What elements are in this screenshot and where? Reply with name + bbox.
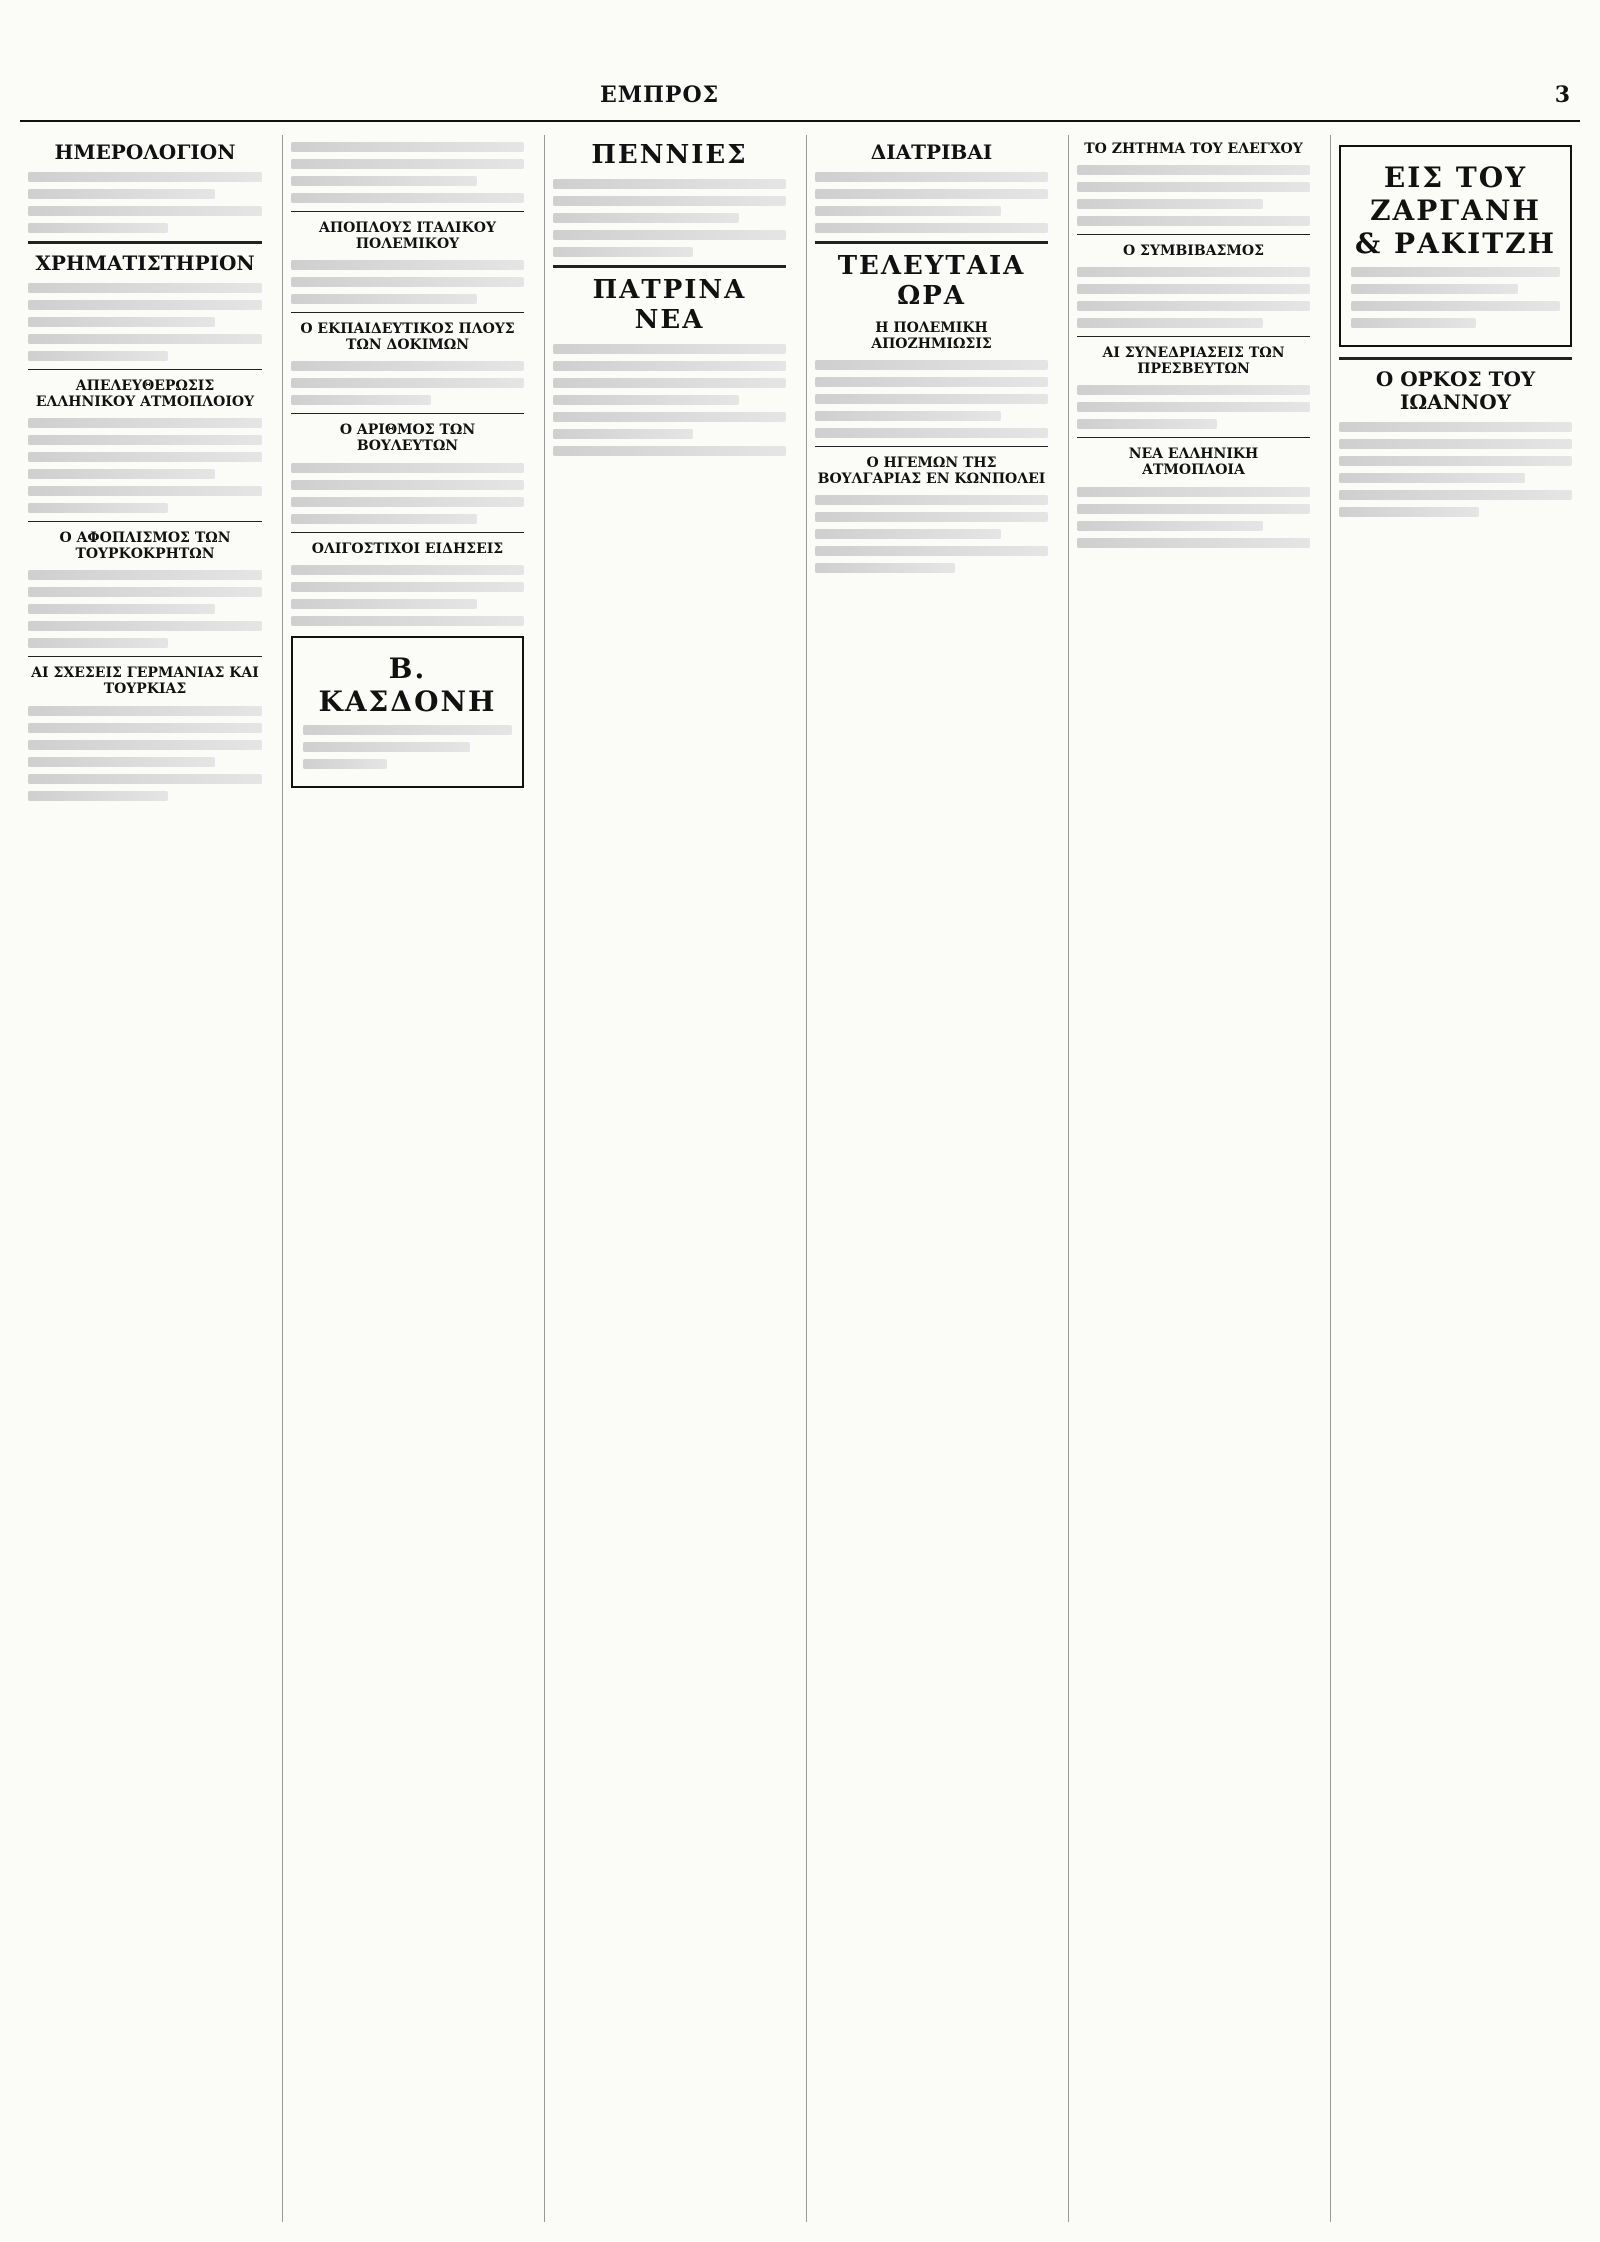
col2-heading-2: Ο ΕΚΠΑΙΔΕΥΤΙΚΟΣ ΠΛΟΥΣ ΤΩΝ ΔΟΚΙΜΩΝ [300, 321, 515, 354]
col4-heading-2: ΤΕΛΕΥΤΑΙΑ ΩΡΑ [837, 251, 1026, 311]
column-5 [1068, 135, 1318, 2222]
col1-heading-1: ΗΜΕΡΟΛΟΓΙΟΝ [54, 140, 236, 164]
column-1 [20, 135, 270, 2222]
col1-heading-3: ΑΠΕΛΕΥΘΕΡΩΣΙΣ ΕΛΛΗΝΙΚΟΥ ΑΤΜΟΠΛΟΙΟΥ [35, 378, 255, 411]
col5-heading-1: ΤΟ ΖΗΤΗΜΑ ΤΟΥ ΕΛΕΓΧΟΥ [1084, 141, 1303, 157]
ad-box-zargani-rakitzi [1339, 145, 1572, 347]
col2-heading-4: ΟΛΙΓΟΣΤΙΧΟΙ ΕΙΔΗΣΕΙΣ [311, 540, 504, 557]
col3-heading-1: ΠΕΝΝΙΕΣ [591, 140, 748, 170]
col4-heading-4: Ο ΗΓΕΜΩΝ ΤΗΣ ΒΟΥΛΓΑΡΙΑΣ ΕΝ ΚΩΝΠΟΛΕΙ [817, 454, 1046, 488]
col3-heading-2: ΠΑΤΡΙΝΑ ΝΕΑ [592, 274, 747, 335]
header-strip [20, 16, 1580, 94]
ad-title-zargani-rakitzi: ΕΙΣ ΤΟΥ ΖΑΡΓΑΝΗ & ΡΑΚΙΤΖΗ [1355, 161, 1556, 260]
columns [20, 135, 1580, 2222]
ad-title-kasdoni: Β. ΚΑΣΔΟΝΗ [318, 651, 497, 718]
column-3 [544, 135, 794, 2222]
col5-heading-4: ΝΕΑ ΕΛΛΗΝΙΚΗ ΑΤΜΟΠΛΟΙΑ [1128, 446, 1259, 479]
col4-heading-1: ΔΙΑΤΡΙΒΑΙ [870, 140, 993, 164]
page-number: 3 [1554, 82, 1570, 108]
col5-heading-3: ΑΙ ΣΥΝΕΔΡΙΑΣΕΙΣ ΤΩΝ ΠΡΕΣΒΕΥΤΩΝ [1102, 345, 1285, 378]
col1-heading-2: ΧΡΗΜΑΤΙΣΤΗΡΙΟΝ [35, 251, 255, 275]
header-rule [20, 120, 1580, 122]
masthead: ΕΜΠΡΟΣ [600, 82, 720, 108]
col6-heading-2: Ο ΟΡΚΟΣ ΤΟΥ ΙΩΑΝΝΟΥ [1375, 367, 1536, 414]
col1-heading-4: Ο ΑΦΟΠΛΙΣΜΟΣ ΤΩΝ ΤΟΥΡΚΟΚΡΗΤΩΝ [59, 530, 231, 563]
col2-heading-1: ΑΠΟΠΛΟΥΣ ΙΤΑΛΙΚΟΥ ΠΟΛΕΜΙΚΟΥ [319, 220, 496, 253]
column-2 [282, 135, 532, 2222]
column-6 [1330, 135, 1580, 2222]
column-4 [806, 135, 1056, 2222]
col1-heading-5: ΑΙ ΣΧΕΣΕΙΣ ΓΕΡΜΑΝΙΑΣ ΚΑΙ ΤΟΥΡΚΙΑΣ [31, 665, 259, 698]
ad-box-kasdoni [291, 636, 524, 788]
col5-heading-2: Ο ΣΥΜΒΙΒΑΣΜΟΣ [1122, 243, 1265, 260]
col2-heading-3: Ο ΑΡΙΘΜΟΣ ΤΩΝ ΒΟΥΛΕΥΤΩΝ [339, 422, 476, 455]
col4-heading-3: Η ΠΟΛΕΜΙΚΗ ΑΠΟΖΗΜΙΩΣΙΣ [871, 319, 992, 352]
